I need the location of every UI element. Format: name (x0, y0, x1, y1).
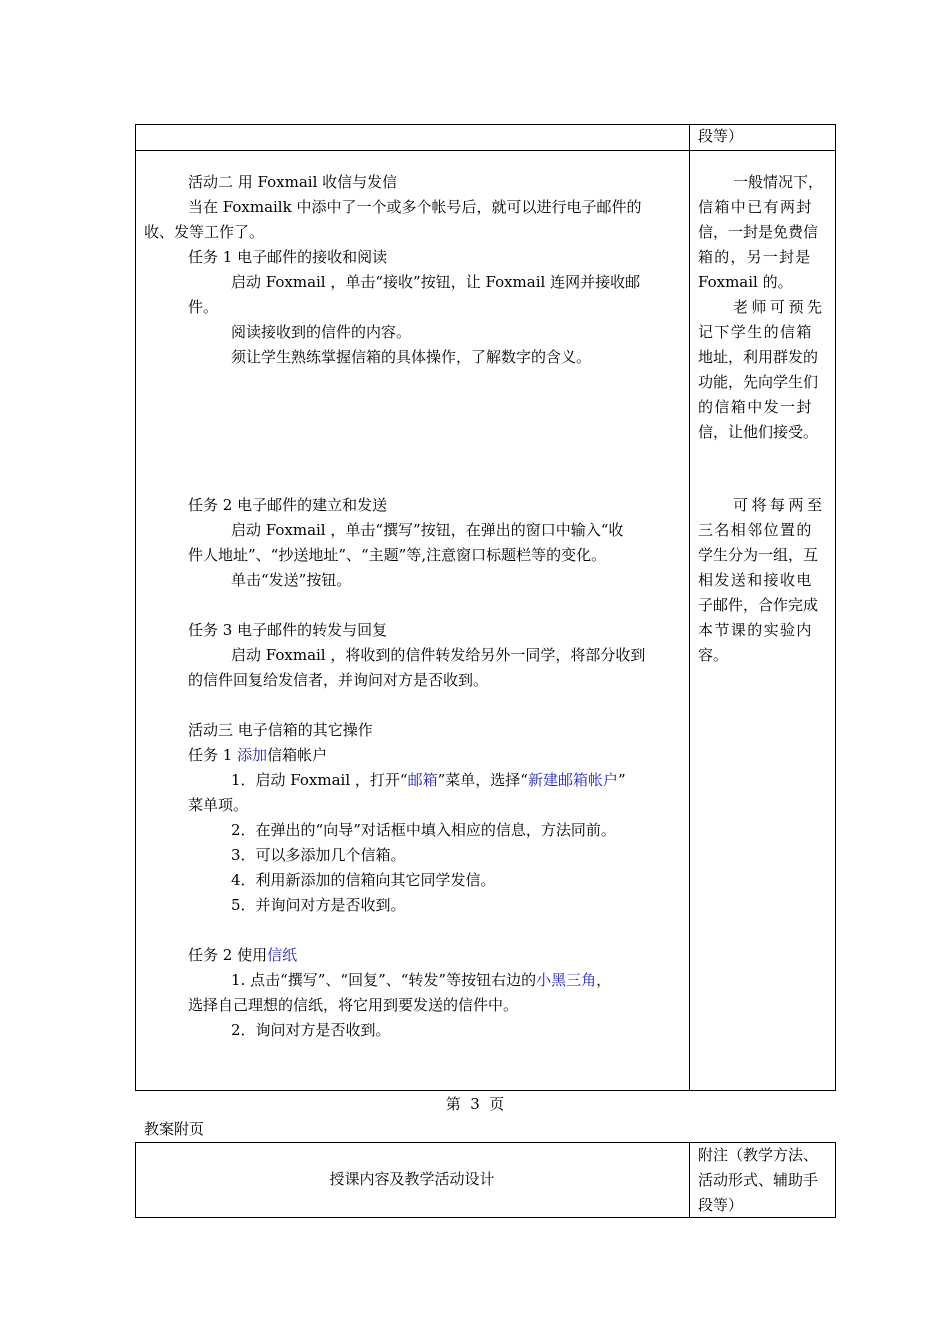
a3-task2-prefix: 任务 2 使用 (188, 946, 268, 964)
a3-task2-step2: 2．询问对方是否收到。 (231, 1021, 391, 1039)
page-number: 第 3 页 (445, 1095, 505, 1113)
activity2-intro-line1: 当在 Foxmailk 中添中了一个或多个帐号后，就可以进行电子邮件的 (188, 198, 642, 216)
small-triangle-link[interactable]: 小黑三角 (536, 971, 597, 989)
task1-line4: 须让学生熟练掌握信箱的具体操作，了解数字的含义。 (231, 348, 592, 366)
notes-header-tail: 段等） (698, 127, 744, 145)
a3-t1-s1-text-c: ” (617, 771, 626, 789)
task3-line1: 启动 Foxmail ，将收到的信件转发给另外一同学，将部分收到 (231, 646, 646, 664)
a3-task1-step4: 4．利用新添加的信箱向其它同学发信。 (231, 871, 496, 889)
a3-t2-s1-text-b: ， (596, 971, 612, 989)
note1-line2: 信箱中已有两封 (698, 198, 813, 216)
task1-line3: 阅读接收到的信件的内容。 (231, 323, 412, 341)
activity2-intro-line2: 收、发等工作了。 (144, 223, 265, 241)
task2-line1: 启动 Foxmail ，单击“撰写”按钮，在弹出的窗口中输入“收 (231, 521, 624, 539)
activity3-title: 活动三 电子信箱的其它操作 (188, 721, 373, 739)
a3-task1-suffix: 信箱帐户 (267, 746, 328, 764)
a3-task2-title (188, 943, 297, 968)
task1-line2: 件。 (188, 298, 219, 316)
header-notes-line2: 活动形式、辅助手 (698, 1171, 819, 1189)
note1-line1: 一般情况下， (733, 173, 824, 191)
task2-line2: 件人地址”、“抄送地址”、“主题”等,注意窗口标题栏等的变化。 (188, 546, 607, 564)
task1-title: 任务 1 电子邮件的接收和阅读 (188, 248, 388, 266)
task2-line3: 单击“发送”按钮。 (231, 571, 352, 589)
appendix-label: 教案附页 (144, 1120, 205, 1138)
a3-task1-title (188, 743, 327, 768)
task3-title: 任务 3 电子邮件的转发与回复 (188, 621, 388, 639)
header-main: 授课内容及教学活动设计 (329, 1170, 495, 1188)
note2-line2: 记下学生的信箱 (698, 323, 813, 341)
a3-t1-s1-text-b: ”菜单，选择“ (437, 771, 528, 789)
task1-line1: 启动 Foxmail ，单击“接收”按钮，让 Foxmail 连网并接收邮 (231, 273, 641, 291)
task3-line2: 的信件回复给发信者，并询问对方是否收到。 (188, 671, 489, 689)
note1-line5: Foxmail 的。 (698, 273, 793, 291)
a3-task1-step1-cont: 菜单项。 (188, 796, 249, 814)
a3-task1-link[interactable]: 添加 (237, 746, 268, 764)
note2-line1: 老师可预先 (733, 298, 826, 316)
note3-line3: 学生分为一组，互 (698, 546, 819, 564)
note2-line5: 的信箱中发一封 (698, 398, 813, 416)
note2-line6: 信，让他们接受。 (698, 423, 819, 441)
note3-line2: 三名相邻位置的 (698, 521, 813, 539)
note1-line4: 箱的，另一封是 (698, 248, 812, 266)
task2-title: 任务 2 电子邮件的建立和发送 (188, 496, 388, 514)
a3-task2-step1 (231, 968, 611, 993)
a3-t1-s1-text-a: 1．启动 Foxmail ，打开“ (231, 771, 408, 789)
column-divider (689, 124, 690, 1091)
stationery-link[interactable]: 信纸 (267, 946, 298, 964)
mailbox-menu-link[interactable]: 邮箱 (407, 771, 438, 789)
note3-line6: 本节课的实验内 (698, 621, 813, 639)
activity2-title: 活动二 用 Foxmail 收信与发信 (188, 173, 398, 191)
header-notes-line3: 段等） (698, 1196, 744, 1214)
new-account-link[interactable]: 新建邮箱帐户 (527, 771, 618, 789)
appendix-column-divider (689, 1142, 690, 1218)
note1-line3: 信，一封是免费信 (698, 223, 819, 241)
header-notes-line1: 附注（教学方法、 (698, 1146, 819, 1164)
note3-line7: 容。 (698, 646, 729, 664)
a3-task1-step5: 5．并询问对方是否收到。 (231, 896, 406, 914)
a3-task1-step2: 2．在弹出的“向导”对话框中填入相应的信息，方法同前。 (231, 821, 616, 839)
note3-line5: 子邮件，合作完成 (698, 596, 819, 614)
note2-line3: 地址，利用群发的 (698, 348, 819, 366)
a3-task1-prefix: 任务 1 (188, 746, 238, 764)
note2-line4: 功能，先向学生们 (698, 373, 819, 391)
a3-task2-step1-cont: 选择自己理想的信纸，将它用到要发送的信件中。 (188, 996, 519, 1014)
a3-t2-s1-text-a: 1. 点击“撰写”、“回复”、“转发”等按钮右边的 (231, 971, 537, 989)
note3-line1: 可将每两至 (733, 496, 826, 514)
a3-task1-step1 (231, 768, 626, 793)
note3-line4: 相发送和接收电 (698, 571, 813, 589)
a3-task1-step3: 3．可以多添加几个信箱。 (231, 846, 406, 864)
row-divider (135, 150, 836, 151)
